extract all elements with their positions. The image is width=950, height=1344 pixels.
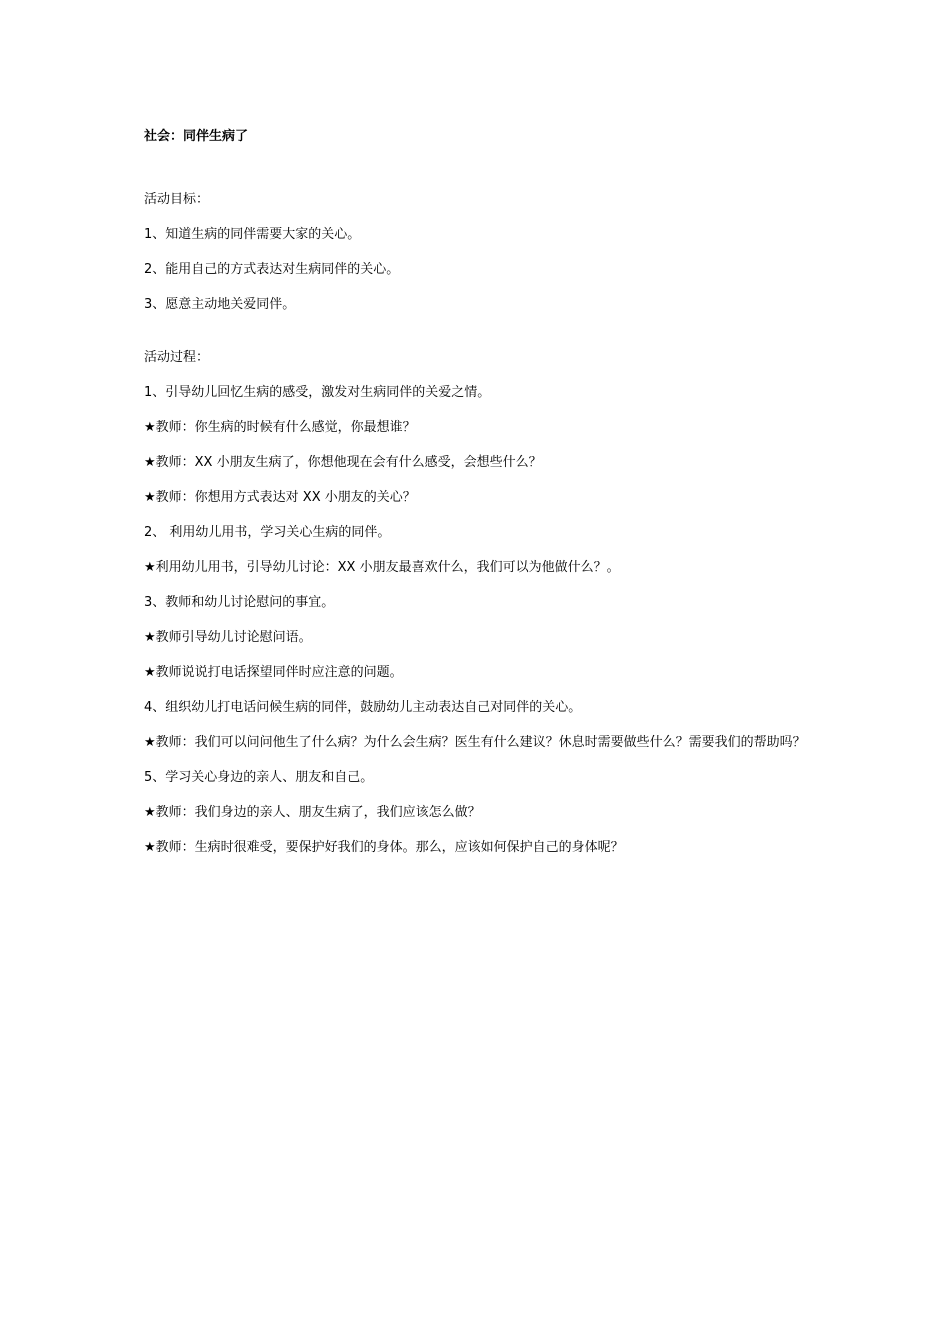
spacer <box>144 149 816 182</box>
spacer <box>144 322 816 340</box>
process-line: ★教师说说打电话探望同伴时应注意的问题。 <box>144 665 403 680</box>
process-line: ★教师：XX 小朋友生病了，你想他现在会有什么感受，会想些什么？ <box>144 455 542 470</box>
goals-heading: 活动目标： <box>144 192 210 207</box>
process-heading: 活动过程： <box>144 350 210 365</box>
process-line: ★教师：你生病的时候有什么感觉，你最想谁？ <box>144 420 416 435</box>
goal-item: 1、知道生病的同伴需要大家的关心。 <box>144 227 361 242</box>
process-line: 1、引导幼儿回忆生病的感受，激发对生病同伴的关爱之情。 <box>144 385 491 400</box>
process-line: ★利用幼儿用书，引导幼儿讨论：XX 小朋友最喜欢什么，我们可以为他做什么？。 <box>144 560 620 575</box>
goal-item: 2、能用自己的方式表达对生病同伴的关心。 <box>144 262 400 277</box>
process-line: ★教师：我们身边的亲人、朋友生病了，我们应该怎么做？ <box>144 805 481 820</box>
document-title: 社会：同伴生病了 <box>144 129 249 144</box>
goal-item: 3、愿意主动地关爱同伴。 <box>144 297 296 312</box>
document-body <box>144 125 816 865</box>
process-line: 3、教师和幼儿讨论慰问的事宜。 <box>144 595 335 610</box>
process-line: 4、组织幼儿打电话问候生病的同伴，鼓励幼儿主动表达自己对同伴的关心。 <box>144 700 582 715</box>
process-line: ★教师：我们可以问问他生了什么病？为什么会生病？医生有什么建议？休息时需要做些什么？需要我们的帮助吗？ <box>144 735 806 750</box>
process-line: 2、 利用幼儿用书，学习关心生病的同伴。 <box>144 525 391 540</box>
process-line: ★教师：你想用方式表达对 XX 小朋友的关心？ <box>144 490 416 505</box>
process-line: ★教师：生病时很难受，要保护好我们的身体。那么，应该如何保护自己的身体呢？ <box>144 840 624 855</box>
process-line: 5、学习关心身边的亲人、朋友和自己。 <box>144 770 374 785</box>
process-line: ★教师引导幼儿讨论慰问语。 <box>144 630 312 645</box>
